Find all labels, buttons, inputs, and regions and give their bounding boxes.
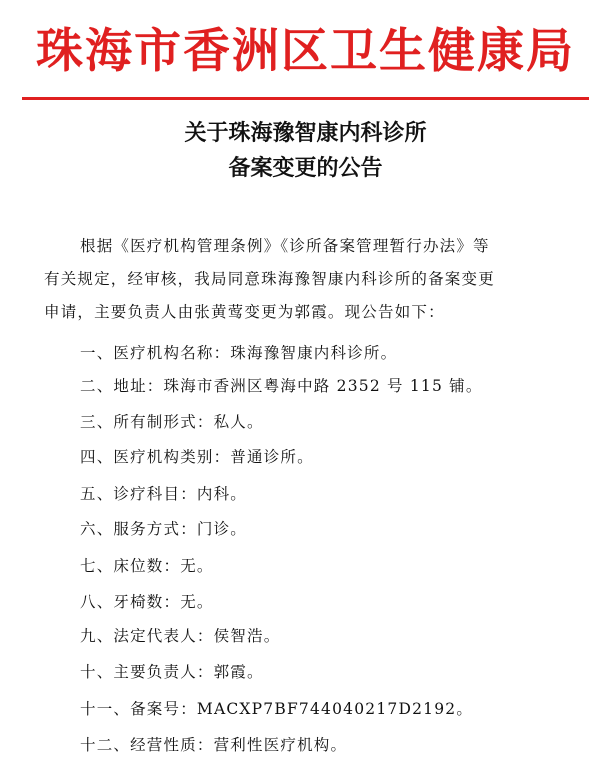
list-item-10: 十、主要负责人：郭霞。 — [80, 663, 264, 681]
list-item-5: 五、诊疗科目：内科。 — [80, 485, 248, 503]
list-item-9: 九、法定代表人：侯智浩。 — [80, 627, 281, 645]
masthead-divider — [22, 97, 589, 100]
list-item-11: 十一、备案号：MACXP7BF744040217D2192。 — [80, 700, 474, 718]
list-item-8: 八、牙椅数：无。 — [80, 593, 214, 611]
list-item-2: 二、地址：珠海市香洲区粤海中路 2352 号 115 铺。 — [80, 377, 483, 395]
intro-line-2: 有关规定，经审核，我局同意珠海豫智康内科诊所的备案变更 — [44, 270, 495, 288]
list-item-1: 一、医疗机构名称：珠海豫智康内科诊所。 — [80, 344, 398, 362]
notice-title-line1: 关于珠海豫智康内科诊所 — [184, 120, 427, 146]
list-item-3: 三、所有制形式：私人。 — [80, 413, 264, 431]
agency-masthead: 珠海市香洲区卫生健康局 — [36, 24, 575, 79]
notice-title-line2: 备案变更的公告 — [228, 155, 383, 181]
intro-line-1: 根据《医疗机构管理条例》《诊所备案管理暂行办法》等 — [80, 237, 490, 255]
list-item-4: 四、医疗机构类别：普通诊所。 — [80, 448, 314, 466]
intro-line-3: 申请，主要负责人由张黄莺变更为郭霞。现公告如下： — [44, 303, 445, 321]
list-item-7: 七、床位数：无。 — [80, 557, 214, 575]
list-item-12: 十二、经营性质：营利性医疗机构。 — [80, 736, 348, 754]
list-item-6: 六、服务方式：门诊。 — [80, 520, 248, 538]
